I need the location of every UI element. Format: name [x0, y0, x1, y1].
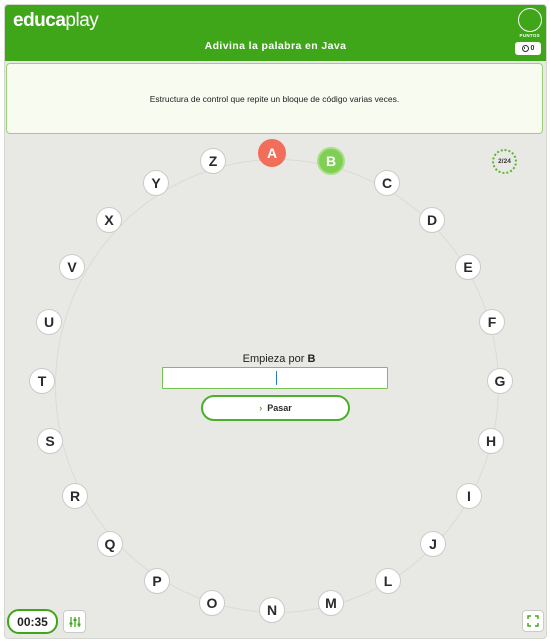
letter-m[interactable]: M [318, 590, 344, 616]
letter-b[interactable]: B [317, 147, 345, 175]
letter-t[interactable]: T [29, 368, 55, 394]
letter-n[interactable]: N [259, 597, 285, 623]
letter-i[interactable]: I [456, 483, 482, 509]
letter-y[interactable]: Y [143, 170, 169, 196]
starts-with-prompt [165, 353, 393, 365]
answer-input[interactable] [162, 367, 388, 389]
letter-p[interactable]: P [144, 568, 170, 594]
letter-z[interactable]: Z [200, 148, 226, 174]
pass-button[interactable] [201, 395, 350, 421]
letter-f[interactable]: F [479, 309, 505, 335]
definition-card [6, 63, 543, 134]
educaplay-logo[interactable]: educaplay [13, 10, 99, 31]
letter-o[interactable]: O [199, 590, 225, 616]
prompt-text: Empieza por [242, 353, 305, 365]
target-icon [522, 45, 529, 52]
letter-u[interactable]: U [36, 309, 62, 335]
letter-s[interactable]: S [37, 428, 63, 454]
user-avatar[interactable] [518, 8, 542, 32]
letter-a[interactable]: A [258, 139, 286, 167]
progress-counter: 2/24 [492, 149, 517, 174]
pass-label: Pasar [267, 403, 292, 413]
letter-j[interactable]: J [420, 531, 446, 557]
letter-v[interactable]: V [59, 254, 85, 280]
settings-button[interactable] [63, 610, 86, 633]
prompt-letter: B [307, 353, 316, 365]
fullscreen-icon [527, 615, 539, 627]
text-caret [276, 371, 277, 385]
chevron-right-icon: › [259, 403, 263, 413]
letter-c[interactable]: C [374, 170, 400, 196]
definition-text: Estructura de control que repite un bloque de código varias veces. [149, 93, 400, 104]
letter-g[interactable]: G [487, 368, 513, 394]
game-title: Adivina la palabra en Java [204, 40, 347, 52]
letter-x[interactable]: X [96, 207, 122, 233]
letter-r[interactable]: R [62, 483, 88, 509]
points-badge [515, 42, 541, 55]
points-value: 0 [530, 45, 535, 52]
letter-h[interactable]: H [478, 428, 504, 454]
sliders-icon [69, 616, 81, 628]
letter-d[interactable]: D [419, 207, 445, 233]
letter-e[interactable]: E [455, 254, 481, 280]
letter-l[interactable]: L [375, 568, 401, 594]
header-bar [5, 5, 546, 61]
fullscreen-button[interactable] [522, 610, 544, 632]
points-label: PUNTOS [519, 33, 540, 38]
letter-q[interactable]: Q [97, 531, 123, 557]
timer: 00:35 [7, 609, 58, 634]
game-frame [4, 4, 547, 639]
